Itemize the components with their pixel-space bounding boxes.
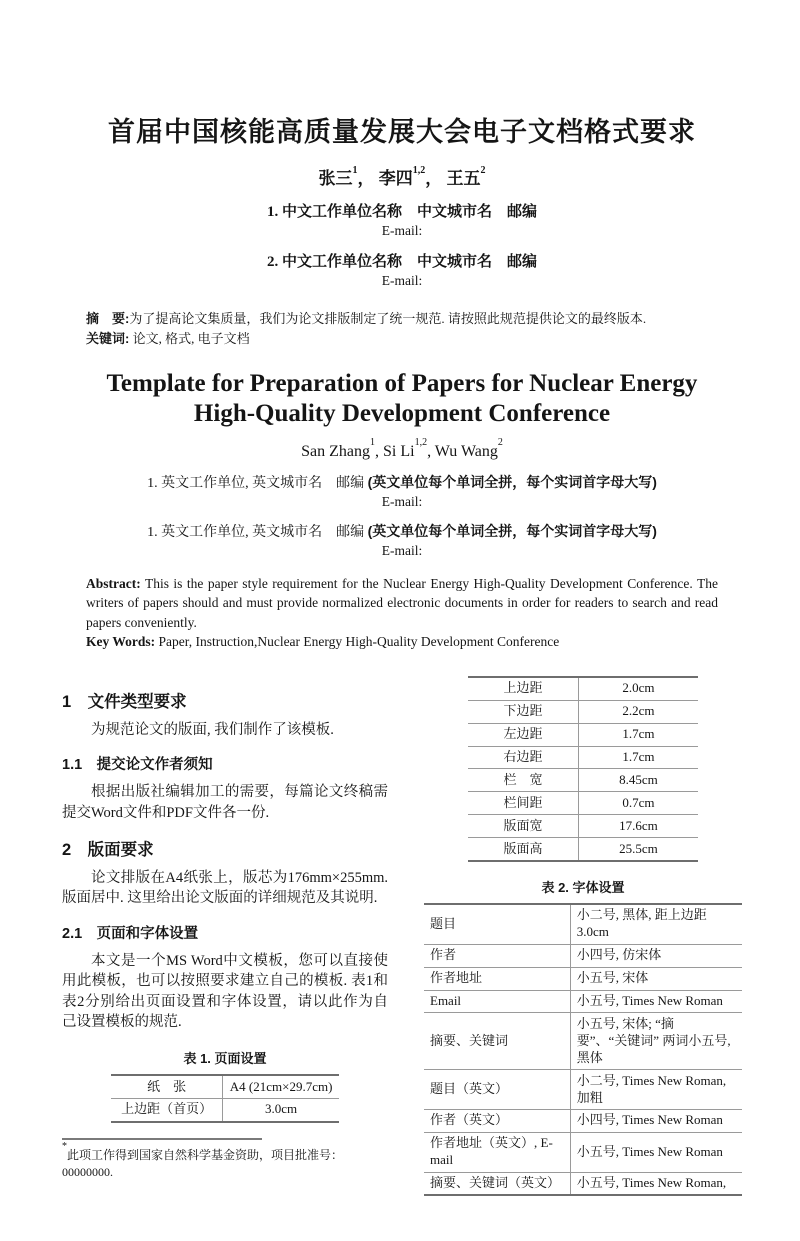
row-label: 下边距 <box>468 700 578 723</box>
row-label: 栏 宽 <box>468 769 578 792</box>
table-row <box>111 1075 339 1098</box>
section-body-2: 论文排版在A4纸张上，版芯为176mm×255mm. 版面居中. 这里给出论文版面的详细规范及其说明. <box>62 869 388 907</box>
affiliation-line: 1. 英文工作单位, 英文城市名 邮编 (英文单位每个单词全拼，每个实词首字母大写) <box>147 522 657 540</box>
two-column-body <box>62 676 742 1197</box>
author-affil-sup: 1,2 <box>412 164 426 176</box>
table-row <box>468 677 698 700</box>
row-label: 右边距 <box>468 746 578 769</box>
author-affil-sup: 1 <box>370 436 375 448</box>
author-cn: 张三$^1$， <box>318 164 375 188</box>
section-heading-2-1: 2.1 页面和字体设置 <box>62 925 199 942</box>
table-row <box>468 769 698 792</box>
row-label: 左边距 <box>468 723 578 746</box>
row-value: 1.7cm <box>578 746 698 769</box>
affiliation-line: 1. 中文工作单位名称 中文城市名 邮编 <box>266 204 537 220</box>
email-label: E-mail: <box>381 273 423 288</box>
affiliation-en-2 <box>62 521 742 559</box>
row-value: 2.2cm <box>578 700 698 723</box>
table-page-setup-continued <box>468 676 698 862</box>
row-value: 小四号, 仿宋体 <box>570 944 742 967</box>
title-en-line2: High-Quality Development Conference <box>193 399 611 427</box>
keywords-cn-line: 关键词: 论文, 格式, 电子文档 <box>86 331 250 347</box>
author-cn: 王五$^2$ <box>446 164 486 188</box>
row-value: 1.7cm <box>578 723 698 746</box>
abstract-en <box>62 574 742 652</box>
row-label: 版面宽 <box>468 815 578 838</box>
table-row <box>424 1109 742 1132</box>
table-row <box>111 1098 339 1121</box>
author-affil-sup: 2 <box>480 164 486 176</box>
row-value: 25.5cm <box>578 838 698 861</box>
row-value: 小五号, Times New Roman <box>570 990 742 1013</box>
footnote-separator <box>62 1138 262 1140</box>
authors-cn <box>62 164 742 189</box>
right-column <box>424 676 742 1197</box>
abstract-cn-line: 摘 要:为了提高论文集质量，我们为论文排版制定了统一规范. 请按照此规范提供论文的最终版本. <box>86 311 647 326</box>
row-value: 3.0cm <box>223 1098 339 1121</box>
row-value: 小五号, Times New Roman <box>570 1132 742 1172</box>
abstract-label-en: Abstract: <box>86 575 141 591</box>
table-row <box>468 792 698 815</box>
row-label: 栏间距 <box>468 792 578 815</box>
table-row <box>424 1070 742 1110</box>
row-label: Email <box>424 990 570 1013</box>
affiliation-line: 2. 中文工作单位名称 中文城市名 邮编 <box>266 254 537 270</box>
table-row <box>424 1013 742 1070</box>
affiliation-note: (英文单位每个单词全拼，每个实词首字母大写) <box>367 522 657 539</box>
keywords-label-en: Key Words: <box>86 634 156 650</box>
author-affil-sup: 1 <box>352 164 358 176</box>
table-row <box>468 700 698 723</box>
row-label: 题目（英文） <box>424 1070 570 1110</box>
table-row <box>424 990 742 1013</box>
table2-caption: 表 2. 字体设置 <box>541 879 625 895</box>
table-row <box>424 967 742 990</box>
section-heading-2: 2 版面要求 <box>62 840 154 859</box>
row-value: 0.7cm <box>578 792 698 815</box>
paper-page <box>0 110 800 1241</box>
affiliation-cn-1 <box>62 200 742 239</box>
row-value: 小五号, 宋体 <box>570 967 742 990</box>
row-value: 8.45cm <box>578 769 698 792</box>
section-body-1-1: 根据出版社编辑加工的需要，每篇论文终稿需提交Word文件和PDF文件各一份. <box>62 784 388 822</box>
author-cn: 李四$^{1,2}$， <box>378 164 443 188</box>
table-font-setup <box>424 903 742 1196</box>
affiliation-line: 1. 英文工作单位, 英文城市名 邮编 (英文单位每个单词全拼，每个实词首字母大写) <box>147 473 657 491</box>
author-affil-sup: 1,2 <box>414 436 428 448</box>
section-heading-1-1: 1.1 提交论文作者须知 <box>62 757 213 774</box>
row-label: 作者地址 <box>424 967 570 990</box>
table-row <box>468 815 698 838</box>
email-label: E-mail: <box>381 542 423 558</box>
row-label: 上边距（首页） <box>111 1098 223 1121</box>
row-value: 小四号, Times New Roman <box>570 1109 742 1132</box>
paper-title-cn: 首届中国核能高质量发展大会电子文档格式要求 <box>108 117 696 147</box>
author-en: Si Li$^{1,2}$, <box>383 436 435 460</box>
row-value: 小五号, 宋体; “摘 要”、“关键词” 两词小五号, 黑体 <box>570 1013 742 1070</box>
email-label: E-mail: <box>381 493 423 509</box>
row-label: 上边距 <box>468 677 578 700</box>
section-heading-1: 1 文件类型要求 <box>62 692 187 711</box>
author-en: San Zhang$^1$, <box>301 436 383 460</box>
abstract-label-cn: 摘 要: <box>86 311 130 326</box>
table-row <box>468 838 698 861</box>
footnote-text: *此项工作得到国家自然科学基金资助，项目批准号：00000000. <box>62 1141 344 1179</box>
table-row <box>468 746 698 769</box>
row-label: 题目 <box>424 904 570 944</box>
table-row <box>424 904 742 944</box>
email-label: E-mail: <box>381 223 423 238</box>
footnote <box>62 1138 388 1181</box>
table-row <box>424 1172 742 1195</box>
row-label: 纸 张 <box>111 1075 223 1098</box>
row-label: 作者地址（英文）, E-mail <box>424 1132 570 1172</box>
paper-title-en <box>62 369 742 428</box>
table-page-setup <box>111 1074 339 1123</box>
abstract-cn <box>62 309 742 349</box>
author-affil-sup: 2 <box>497 436 503 448</box>
row-value: 小五号, Times New Roman, <box>570 1172 742 1195</box>
author-en: Wu Wang$^2$ <box>434 436 503 460</box>
table-row <box>424 1132 742 1172</box>
title-en-line1: Template for Preparation of Papers for Nuclear Energy <box>106 370 698 398</box>
section-body-1: 为规范论文的版面, 我们制作了该模板. <box>91 721 334 738</box>
row-value: 17.6cm <box>578 815 698 838</box>
keywords-label-cn: 关键词: <box>86 331 130 347</box>
table1-caption: 表 1. 页面设置 <box>183 1051 267 1067</box>
table-row <box>424 944 742 967</box>
footnote-marker: * <box>62 1141 67 1153</box>
affiliation-cn-2 <box>62 250 742 289</box>
row-label: 版面高 <box>468 838 578 861</box>
row-value: 小二号, Times New Roman, 加粗 <box>570 1070 742 1110</box>
abstract-en-line: Abstract: This is the paper style requirement for the Nuclear Energy High-Quality Development Conference. The writers of papers should and must provide normalized electronic documents in order for readers to search and read papers conveniently. <box>86 575 718 630</box>
affiliation-note: (英文单位每个单词全拼，每个实词首字母大写) <box>367 473 657 490</box>
row-label: 摘要、关键词（英文） <box>424 1172 570 1195</box>
row-label: 作者（英文） <box>424 1109 570 1132</box>
left-column <box>62 676 388 1197</box>
section-body-2-1: 本文是一个MS Word中文模板，您可以直接使用此模板，也可以按照要求建立自己的模板. 表1和表2分别给出页面设置和字体设置，请以此作为自己设置模板的规范. <box>62 952 388 1031</box>
row-value: A4 (21cm×29.7cm) <box>229 1078 333 1094</box>
row-value: 2.0cm <box>622 680 655 696</box>
row-label: 摘要、关键词 <box>424 1013 570 1070</box>
keywords-en-line: Key Words: Paper, Instruction,Nuclear Energy High-Quality Development Conference <box>86 634 560 650</box>
row-label: 作者 <box>424 944 570 967</box>
authors-en <box>62 436 742 460</box>
affiliation-en-1 <box>62 472 742 510</box>
table-row <box>468 723 698 746</box>
row-value: 小二号, 黑体, 距上边距 3.0cm <box>576 907 707 940</box>
